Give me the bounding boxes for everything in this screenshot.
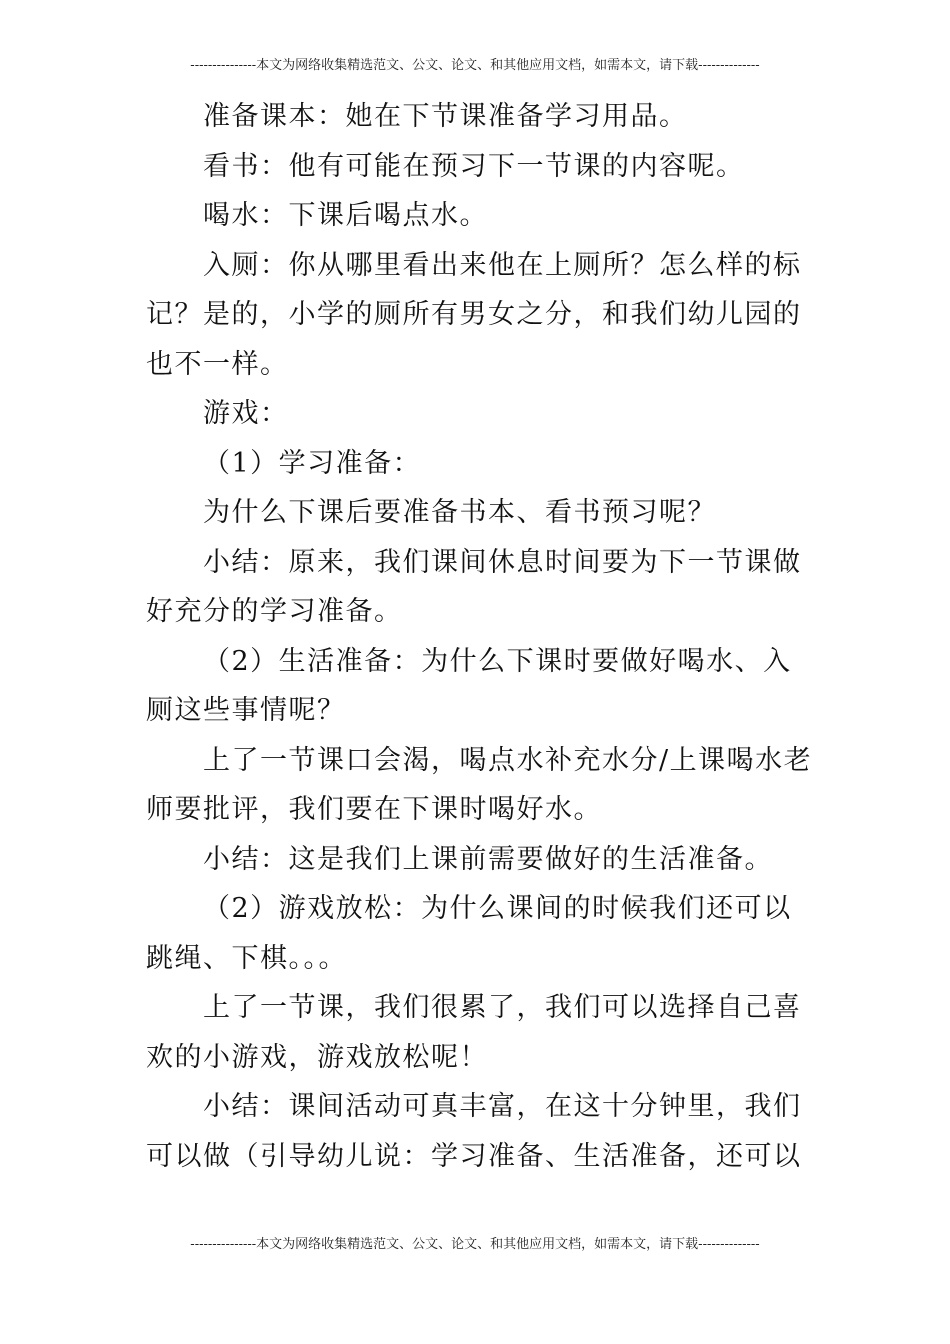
paragraph-reading: 看书：他有可能在预习下一节课的内容呢。 <box>203 150 745 182</box>
paragraph-life-prep-summary: 小结：这是我们上课前需要做好的生活准备。 <box>203 843 773 875</box>
paragraph-life-prep-heading: （2）生活准备：为什么下课时要做好喝水、入厕这些事情呢？ <box>146 645 792 726</box>
paragraph-study-prep-question: 为什么下课后要准备书本、看书预习呢？ <box>203 497 716 528</box>
paragraph-drinking-water: 喝水：下课后喝点水。 <box>203 200 488 231</box>
paragraph-life-prep-answer: 上了一节课口会渴，喝点水补充水分/上课喝水老师要批评，我们要在下课时喝好水。 <box>146 744 813 825</box>
footer-banner: ---------------本文为网络收集精选范文、公文、论文、和其他应用文档，如需本文，请下载-------------- <box>190 1237 760 1252</box>
paragraph-study-prep-heading: （1）学习准备： <box>203 447 422 479</box>
paragraph-activity-summary: 小结：课间活动可真丰富，在这十分钟里，我们可以做（引导幼儿说：学习准备、生活准备，还可以 <box>146 1091 802 1172</box>
header-banner: ---------------本文为网络收集精选范文、公文、论文、和其他应用文档，如需本文，请下载-------------- <box>190 58 760 73</box>
paragraph-study-prep-summary: 小结：原来，我们课间休息时间要为下一节课做好充分的学习准备。 <box>146 546 802 627</box>
document-body <box>146 92 816 1181</box>
paragraph-game-relax-answer: 上了一节课，我们很累了，我们可以选择自己喜欢的小游戏，游戏放松呢！ <box>146 992 802 1073</box>
paragraph-game-relax-heading: （2）游戏放松：为什么课间的时候我们还可以跳绳、下棋。。。 <box>146 893 792 974</box>
paragraph-prepare-textbook: 准备课本：她在下节课准备学习用品。 <box>203 101 688 132</box>
paragraph-games: 游戏： <box>203 398 289 429</box>
paragraph-toilet: 入厕：你从哪里看出来他在上厕所？怎么样的标记？是的，小学的厕所有男女之分，和我们幼儿园的也不一样。 <box>146 249 802 380</box>
